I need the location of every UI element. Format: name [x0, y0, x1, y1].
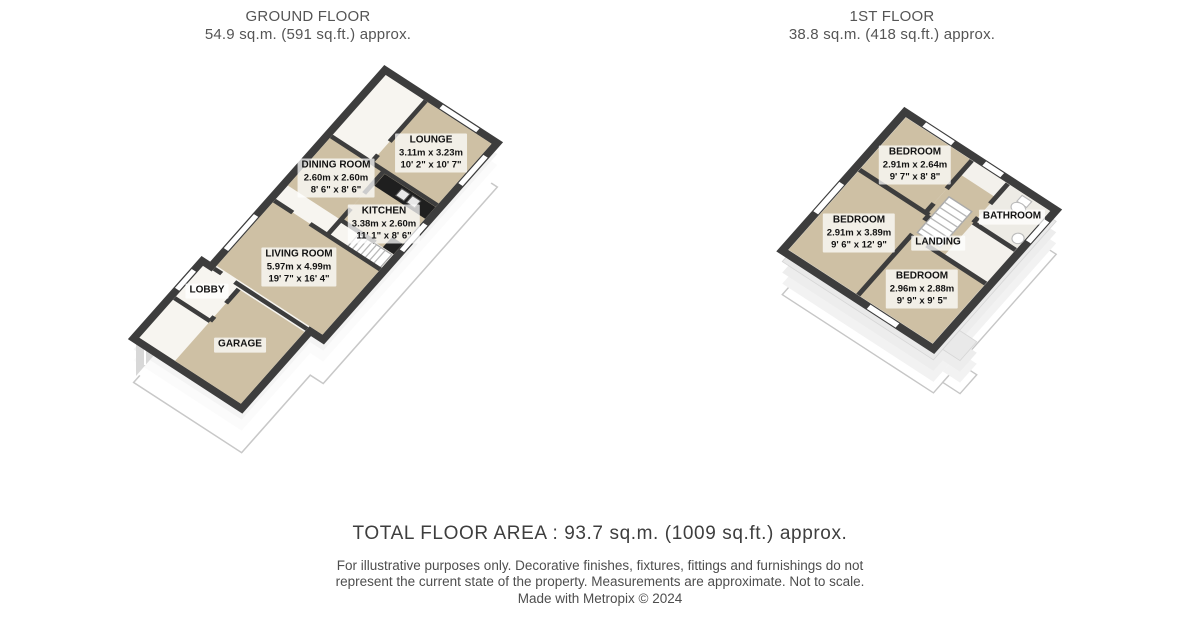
- disclaimer-line-3: Made with Metropix © 2024: [517, 590, 683, 606]
- first-floor-title: 1ST FLOOR: [849, 8, 935, 25]
- room-label-lounge: LOUNGE 3.11m x 3.23m 10' 2" x 10' 7": [395, 133, 467, 172]
- room-label-garage: GARAGE: [214, 338, 266, 353]
- room-label-bathroom: BATHROOM: [979, 210, 1045, 225]
- room-label-bedroom-3: BEDROOM 2.96m x 2.88m 9' 9" x 9' 5": [886, 269, 958, 308]
- ground-floor-area: 54.9 sq.m. (591 sq.ft.) approx.: [204, 26, 412, 44]
- room-label-bedroom-1: BEDROOM 2.91m x 2.64m 9' 7" x 8' 8": [879, 145, 951, 184]
- room-label-living-room: LIVING ROOM 5.97m x 4.99m 19' 7" x 16' 4": [261, 247, 336, 286]
- room-label-bedroom-2: BEDROOM 2.91m x 3.89m 9' 6" x 12' 9": [823, 213, 895, 252]
- disclaimer-line-2: represent the current state of the property. Measurements are approximate. Not to scale.: [335, 574, 865, 590]
- first-floor-area: 38.8 sq.m. (418 sq.ft.) approx.: [788, 26, 996, 44]
- ground-floor-title: GROUND FLOOR: [245, 8, 371, 25]
- room-label-lobby: LOBBY: [186, 284, 229, 299]
- room-label-landing: LANDING: [911, 236, 965, 251]
- room-label-kitchen: KITCHEN 3.38m x 2.60m 11' 1" x 8' 6": [348, 204, 420, 243]
- total-floor-area: TOTAL FLOOR AREA : 93.7 sq.m. (1009 sq.ft.) approx.: [352, 523, 848, 544]
- disclaimer-line-1: For illustrative purposes only. Decorative finishes, fixtures, fittings and furnishings do not: [336, 558, 864, 573]
- disclaimer: [0, 558, 1200, 607]
- room-label-dining-room: DINING ROOM 2.60m x 2.60m 8' 6" x 8' 6": [298, 158, 375, 197]
